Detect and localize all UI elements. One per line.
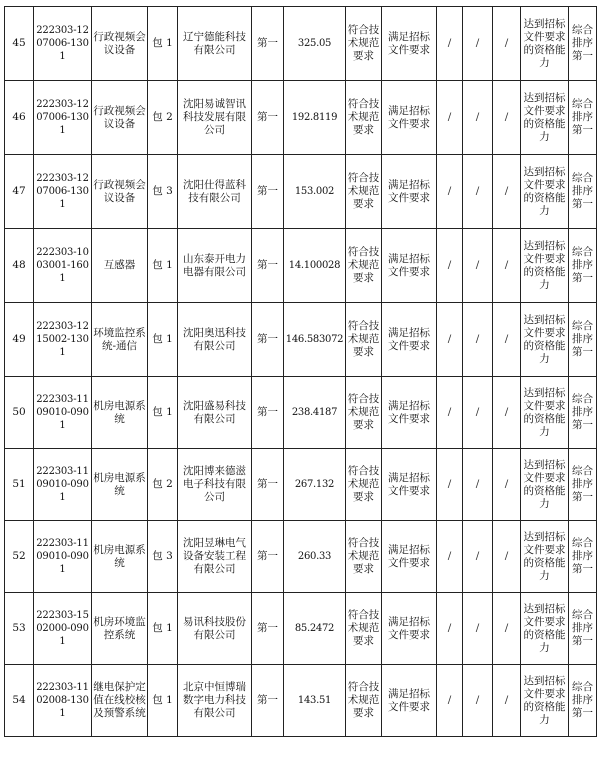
rank: 第一 — [252, 229, 284, 303]
requirement-compliance: 满足招标文件要求 — [382, 303, 437, 377]
package-no: 包 1 — [148, 377, 178, 449]
requirement-compliance: 满足招标文件要求 — [382, 449, 437, 521]
row-number: 50 — [5, 377, 34, 449]
empty-cell: / — [493, 155, 521, 229]
empty-cell: / — [437, 229, 463, 303]
ranking-method: 综合排序第一 — [569, 521, 597, 593]
ranking-method: 综合排序第一 — [569, 665, 597, 737]
tech-compliance: 符合技术规范要求 — [346, 155, 382, 229]
bid-price: 14.100028 — [284, 229, 346, 303]
rank: 第一 — [252, 665, 284, 737]
empty-cell: / — [463, 303, 493, 377]
tech-compliance: 符合技术规范要求 — [346, 229, 382, 303]
empty-cell: / — [463, 377, 493, 449]
project-code: 222303-1109010-0901 — [34, 521, 92, 593]
item-name: 机房电源系统 — [92, 521, 148, 593]
company-name: 沈阳博来德滋电子科技有限公司 — [178, 449, 252, 521]
qualification: 达到招标文件要求的资格能力 — [521, 81, 569, 155]
company-name: 山东泰开电力电器有限公司 — [178, 229, 252, 303]
row-number: 47 — [5, 155, 34, 229]
empty-cell: / — [493, 449, 521, 521]
package-no: 包 1 — [148, 665, 178, 737]
project-code: 222303-1109010-0901 — [34, 449, 92, 521]
rank: 第一 — [252, 377, 284, 449]
company-name: 沈阳仕得蓝科技有限公司 — [178, 155, 252, 229]
project-code: 222303-1207006-1301 — [34, 155, 92, 229]
empty-cell: / — [437, 449, 463, 521]
bid-price: 325.05 — [284, 7, 346, 81]
table-body — [5, 7, 597, 737]
rank: 第一 — [252, 593, 284, 665]
empty-cell: / — [463, 81, 493, 155]
qualification: 达到招标文件要求的资格能力 — [521, 229, 569, 303]
table-row — [5, 665, 597, 737]
bid-price: 153.002 — [284, 155, 346, 229]
package-no: 包 1 — [148, 593, 178, 665]
company-name: 辽宁德能科技有限公司 — [178, 7, 252, 81]
tech-compliance: 符合技术规范要求 — [346, 7, 382, 81]
empty-cell: / — [493, 303, 521, 377]
item-name: 行政视频会议设备 — [92, 81, 148, 155]
item-name: 行政视频会议设备 — [92, 7, 148, 81]
ranking-method: 综合排序第一 — [569, 377, 597, 449]
project-code: 222303-1215002-1301 — [34, 303, 92, 377]
requirement-compliance: 满足招标文件要求 — [382, 593, 437, 665]
empty-cell: / — [493, 665, 521, 737]
ranking-method: 综合排序第一 — [569, 449, 597, 521]
requirement-compliance: 满足招标文件要求 — [382, 521, 437, 593]
table-row — [5, 521, 597, 593]
package-no: 包 1 — [148, 7, 178, 81]
qualification: 达到招标文件要求的资格能力 — [521, 593, 569, 665]
ranking-method: 综合排序第一 — [569, 81, 597, 155]
package-no: 包 1 — [148, 303, 178, 377]
row-number: 49 — [5, 303, 34, 377]
package-no: 包 3 — [148, 155, 178, 229]
requirement-compliance: 满足招标文件要求 — [382, 81, 437, 155]
rank: 第一 — [252, 7, 284, 81]
empty-cell: / — [463, 593, 493, 665]
bid-price: 260.33 — [284, 521, 346, 593]
item-name: 机房环境监控系统 — [92, 593, 148, 665]
qualification: 达到招标文件要求的资格能力 — [521, 665, 569, 737]
requirement-compliance: 满足招标文件要求 — [382, 229, 437, 303]
ranking-method: 综合排序第一 — [569, 303, 597, 377]
empty-cell: / — [463, 449, 493, 521]
qualification: 达到招标文件要求的资格能力 — [521, 521, 569, 593]
empty-cell: / — [463, 155, 493, 229]
empty-cell: / — [437, 593, 463, 665]
bid-price: 238.4187 — [284, 377, 346, 449]
item-name: 行政视频会议设备 — [92, 155, 148, 229]
row-number: 54 — [5, 665, 34, 737]
project-code: 222303-1109010-0901 — [34, 377, 92, 449]
bid-price: 192.8119 — [284, 81, 346, 155]
bid-price: 85.2472 — [284, 593, 346, 665]
rank: 第一 — [252, 303, 284, 377]
bid-price: 267.132 — [284, 449, 346, 521]
requirement-compliance: 满足招标文件要求 — [382, 155, 437, 229]
empty-cell: / — [493, 521, 521, 593]
company-name: 沈阳昱琳电气设备安装工程有限公司 — [178, 521, 252, 593]
item-name: 机房电源系统 — [92, 377, 148, 449]
project-code: 222303-1207006-1301 — [34, 7, 92, 81]
bid-results-table — [4, 6, 597, 737]
qualification: 达到招标文件要求的资格能力 — [521, 377, 569, 449]
empty-cell: / — [437, 81, 463, 155]
qualification: 达到招标文件要求的资格能力 — [521, 449, 569, 521]
ranking-method: 综合排序第一 — [569, 155, 597, 229]
table-row — [5, 81, 597, 155]
empty-cell: / — [493, 377, 521, 449]
table-row — [5, 7, 597, 81]
package-no: 包 3 — [148, 521, 178, 593]
empty-cell: / — [437, 303, 463, 377]
table-row — [5, 155, 597, 229]
table-row — [5, 449, 597, 521]
rank: 第一 — [252, 81, 284, 155]
empty-cell: / — [437, 155, 463, 229]
package-no: 包 2 — [148, 81, 178, 155]
row-number: 46 — [5, 81, 34, 155]
item-name: 互感器 — [92, 229, 148, 303]
rank: 第一 — [252, 155, 284, 229]
qualification: 达到招标文件要求的资格能力 — [521, 303, 569, 377]
empty-cell: / — [463, 521, 493, 593]
tech-compliance: 符合技术规范要求 — [346, 593, 382, 665]
empty-cell: / — [437, 377, 463, 449]
company-name: 沈阳易诚智讯科技发展有限公司 — [178, 81, 252, 155]
empty-cell: / — [437, 665, 463, 737]
qualification: 达到招标文件要求的资格能力 — [521, 155, 569, 229]
requirement-compliance: 满足招标文件要求 — [382, 377, 437, 449]
tech-compliance: 符合技术规范要求 — [346, 665, 382, 737]
rank: 第一 — [252, 449, 284, 521]
tech-compliance: 符合技术规范要求 — [346, 521, 382, 593]
item-name: 继电保护定值在线校核及预警系统 — [92, 665, 148, 737]
empty-cell: / — [463, 7, 493, 81]
tech-compliance: 符合技术规范要求 — [346, 303, 382, 377]
package-no: 包 2 — [148, 449, 178, 521]
row-number: 52 — [5, 521, 34, 593]
rank: 第一 — [252, 521, 284, 593]
empty-cell: / — [493, 229, 521, 303]
empty-cell: / — [493, 593, 521, 665]
tech-compliance: 符合技术规范要求 — [346, 449, 382, 521]
row-number: 51 — [5, 449, 34, 521]
project-code: 222303-1003001-1601 — [34, 229, 92, 303]
empty-cell: / — [493, 81, 521, 155]
row-number: 48 — [5, 229, 34, 303]
table-row — [5, 303, 597, 377]
empty-cell: / — [493, 7, 521, 81]
item-name: 环境监控系统-通信 — [92, 303, 148, 377]
package-no: 包 1 — [148, 229, 178, 303]
ranking-method: 综合排序第一 — [569, 7, 597, 81]
item-name: 机房电源系统 — [92, 449, 148, 521]
company-name: 北京中恒博瑞数字电力科技有限公司 — [178, 665, 252, 737]
project-code: 222303-1207006-1301 — [34, 81, 92, 155]
empty-cell: / — [437, 7, 463, 81]
company-name: 易讯科技股份有限公司 — [178, 593, 252, 665]
qualification: 达到招标文件要求的资格能力 — [521, 7, 569, 81]
bid-price: 146.583072 — [284, 303, 346, 377]
ranking-method: 综合排序第一 — [569, 229, 597, 303]
row-number: 53 — [5, 593, 34, 665]
table-row — [5, 593, 597, 665]
company-name: 沈阳盛易科技有限公司 — [178, 377, 252, 449]
empty-cell: / — [463, 665, 493, 737]
project-code: 222303-1502000-0901 — [34, 593, 92, 665]
table-row — [5, 377, 597, 449]
tech-compliance: 符合技术规范要求 — [346, 81, 382, 155]
requirement-compliance: 满足招标文件要求 — [382, 665, 437, 737]
ranking-method: 综合排序第一 — [569, 593, 597, 665]
tech-compliance: 符合技术规范要求 — [346, 377, 382, 449]
empty-cell: / — [463, 229, 493, 303]
bid-price: 143.51 — [284, 665, 346, 737]
row-number: 45 — [5, 7, 34, 81]
project-code: 222303-1102008-1301 — [34, 665, 92, 737]
empty-cell: / — [437, 521, 463, 593]
company-name: 沈阳奥迅科技有限公司 — [178, 303, 252, 377]
requirement-compliance: 满足招标文件要求 — [382, 7, 437, 81]
table-row — [5, 229, 597, 303]
